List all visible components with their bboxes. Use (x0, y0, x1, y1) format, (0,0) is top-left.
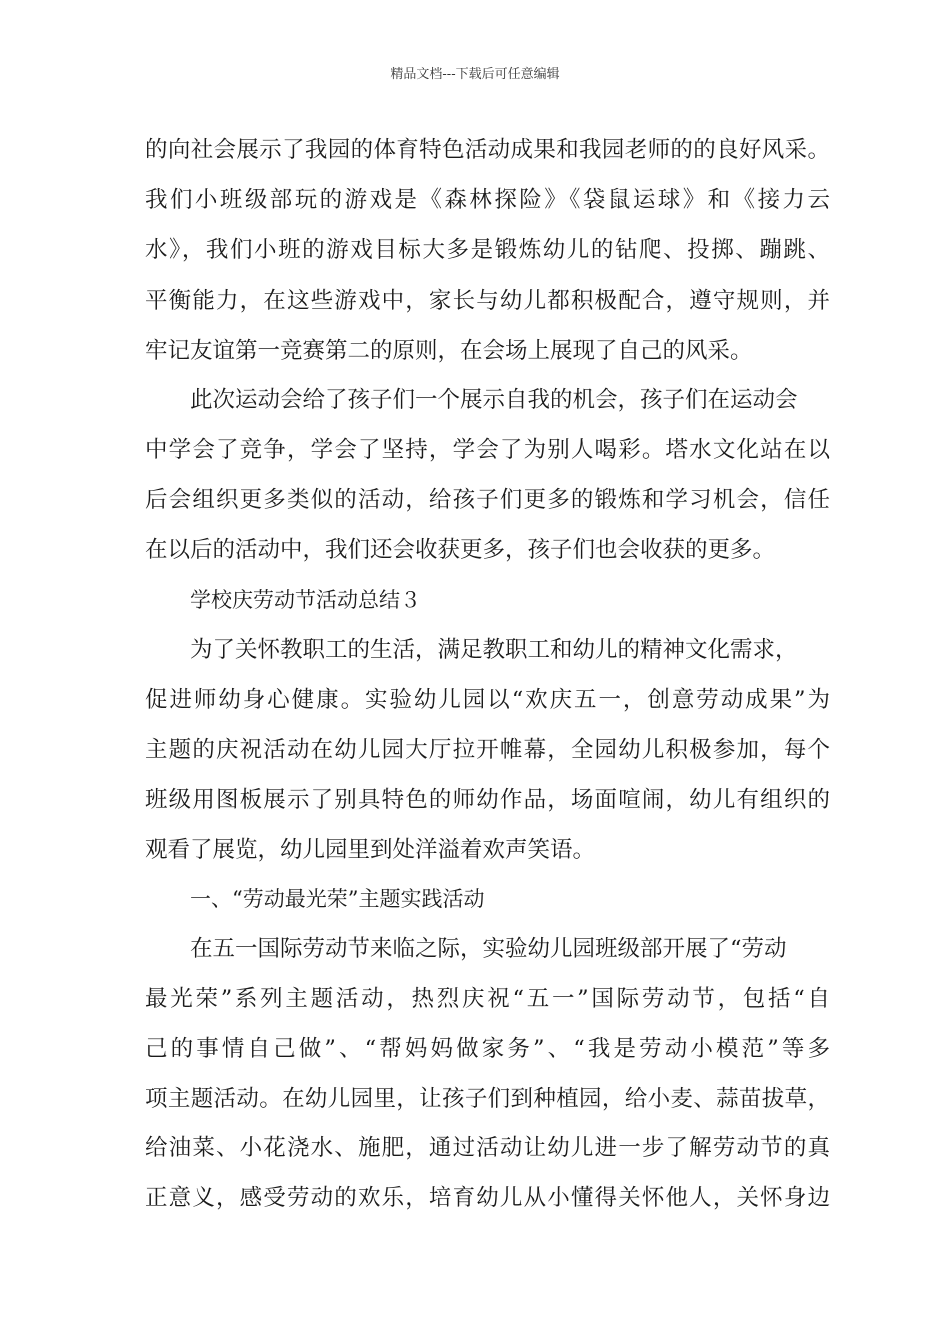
text-line: 项主题活动。在幼儿园里，让孩子们到种植园，给小麦、蒜苗拔草， (145, 1086, 830, 1112)
text-line: 为了关怀教职工的生活，满足教职工和幼儿的精神文化需求， (190, 637, 798, 663)
text-line: 中学会了竞争，学会了坚持，学会了为别人喝彩。塔水文化站在以 (145, 437, 830, 463)
text-line: 此次运动会给了孩子们一个展示自我的机会，孩子们在运动会 (190, 387, 798, 413)
section-title: 学校庆劳动节活动总结３ (190, 588, 421, 612)
text-line: 正意义，感受劳动的欢乐，培育幼儿从小懂得关怀他人，关怀身边 (145, 1185, 830, 1211)
text-line: 我们小班级部玩的游戏是《森林探险》《袋鼠运球》和《接力云 (145, 187, 830, 213)
text-line: 平衡能力，在这些游戏中，家长与幼儿都积极配合，遵守规则，并 (145, 288, 830, 314)
section-heading: 一、“劳动最光荣”主题实践活动 (190, 887, 485, 911)
text-line: 观看了展览，幼儿园里到处洋溢着欢声笑语。 (145, 837, 596, 863)
text-line: 给油菜、小花浇水、施肥，通过活动让幼儿进一步了解劳动节的真 (145, 1135, 830, 1161)
page-header: 精品文档---下载后可任意编辑 (390, 67, 560, 82)
text-line: 在以后的活动中，我们还会收获更多，孩子们也会收获的更多。 (145, 537, 776, 563)
text-line: 后会组织更多类似的活动，给孩子们更多的锻炼和学习机会，信任 (145, 487, 830, 513)
text-line: 在五一国际劳动节来临之际，实验幼儿园班级部开展了“劳动 (190, 936, 787, 962)
text-line: 最光荣”系列主题活动，热烈庆祝“五一”国际劳动节，包括“自 (145, 986, 830, 1012)
text-line: 水》，我们小班的游戏目标大多是锻炼幼儿的钻爬、投掷、蹦跳、 (145, 237, 830, 263)
text-line: 的向社会展示了我园的体育特色活动成果和我园老师的的良好风采。 (145, 137, 830, 163)
text-line: 主题的庆祝活动在幼儿园大厅拉开帷幕，全园幼儿积极参加，每个 (145, 737, 830, 763)
text-line: 班级用图板展示了别具特色的师幼作品，场面喧闹，幼儿有组织的 (145, 787, 830, 813)
text-line: 己的事情自己做”、“帮妈妈做家务”、“我是劳动小模范”等多 (145, 1036, 830, 1062)
text-line: 牢记友谊第一竞赛第二的原则，在会场上展现了自己的风采。 (145, 338, 753, 364)
text-line: 促进师幼身心健康。实验幼儿园以“欢庆五一，创意劳动成果”为 (145, 687, 830, 713)
